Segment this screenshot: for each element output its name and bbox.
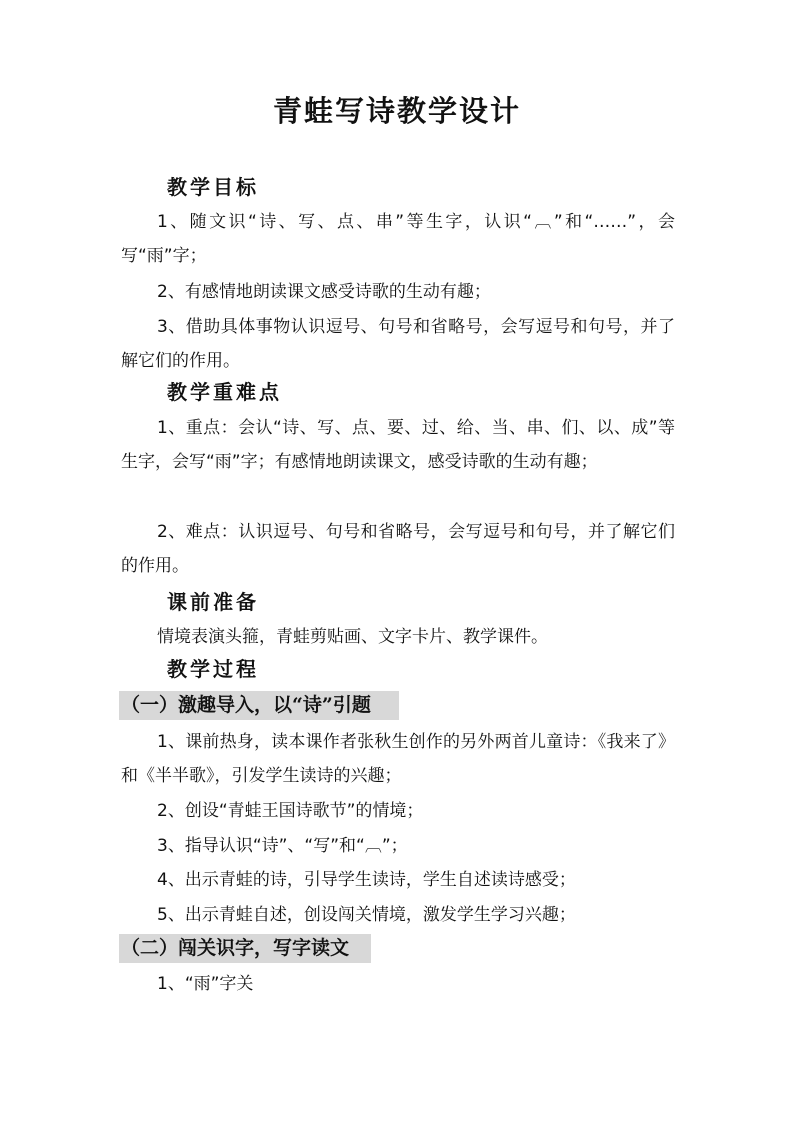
page-title: 青蛙写诗教学设计	[272, 94, 521, 128]
objective-item-3: 3、借助具体事物认识逗号、句号和省略号，会写逗号和句号，并了解它们的作用。	[121, 317, 675, 371]
process-part1-item-4: 4、出示青蛙的诗，引导学生读诗，学生自述读诗感受；	[157, 870, 576, 890]
process-part1-item-3: 3、指导认识“诗”、“写”和“︹”；	[157, 836, 408, 856]
section-heading-key-points: 教学重难点	[167, 380, 282, 404]
key-point-item-2: 2、难点：认识逗号、句号和省略号，会写逗号和句号，并了解它们的作用。	[121, 522, 675, 576]
section-heading-process: 教学过程	[167, 657, 259, 681]
process-part1-item-5: 5、出示青蛙自述，创设闯关情境，激发学生学习兴趣；	[157, 905, 576, 925]
process-part1-item-1: 1、课前热身，读本课作者张秋生创作的另外两首儿童诗：《我来了》和《半半歌》，引发学生读诗的兴趣；	[121, 732, 675, 786]
process-part2-item-1: 1、“雨”字关	[157, 974, 254, 994]
section-heading-objectives: 教学目标	[167, 175, 259, 199]
process-part1-label: （一）激趣导入，以“诗”引题	[119, 691, 399, 720]
section-heading-preparation: 课前准备	[167, 590, 259, 614]
objective-item-1: 1、随文识“诗、写、点、串”等生字，认识“︹”和“……”，会写“雨”字；	[121, 212, 675, 266]
preparation-item-1: 情境表演头箍，青蛙剪贴画、文字卡片、教学课件。	[157, 627, 548, 647]
process-part2-label: （二）闯关识字，写字读文	[119, 934, 371, 963]
objective-item-2: 2、有感情地朗读课文感受诗歌的生动有趣；	[157, 282, 491, 302]
process-part1-item-2: 2、创设“青蛙王国诗歌节”的情境；	[157, 801, 424, 821]
key-point-item-1: 1、重点：会认“诗、写、点、要、过、给、当、串、们、以、成”等生字，会写“雨”字；有感情地朗读课文，感受诗歌的生动有趣；	[121, 418, 675, 472]
